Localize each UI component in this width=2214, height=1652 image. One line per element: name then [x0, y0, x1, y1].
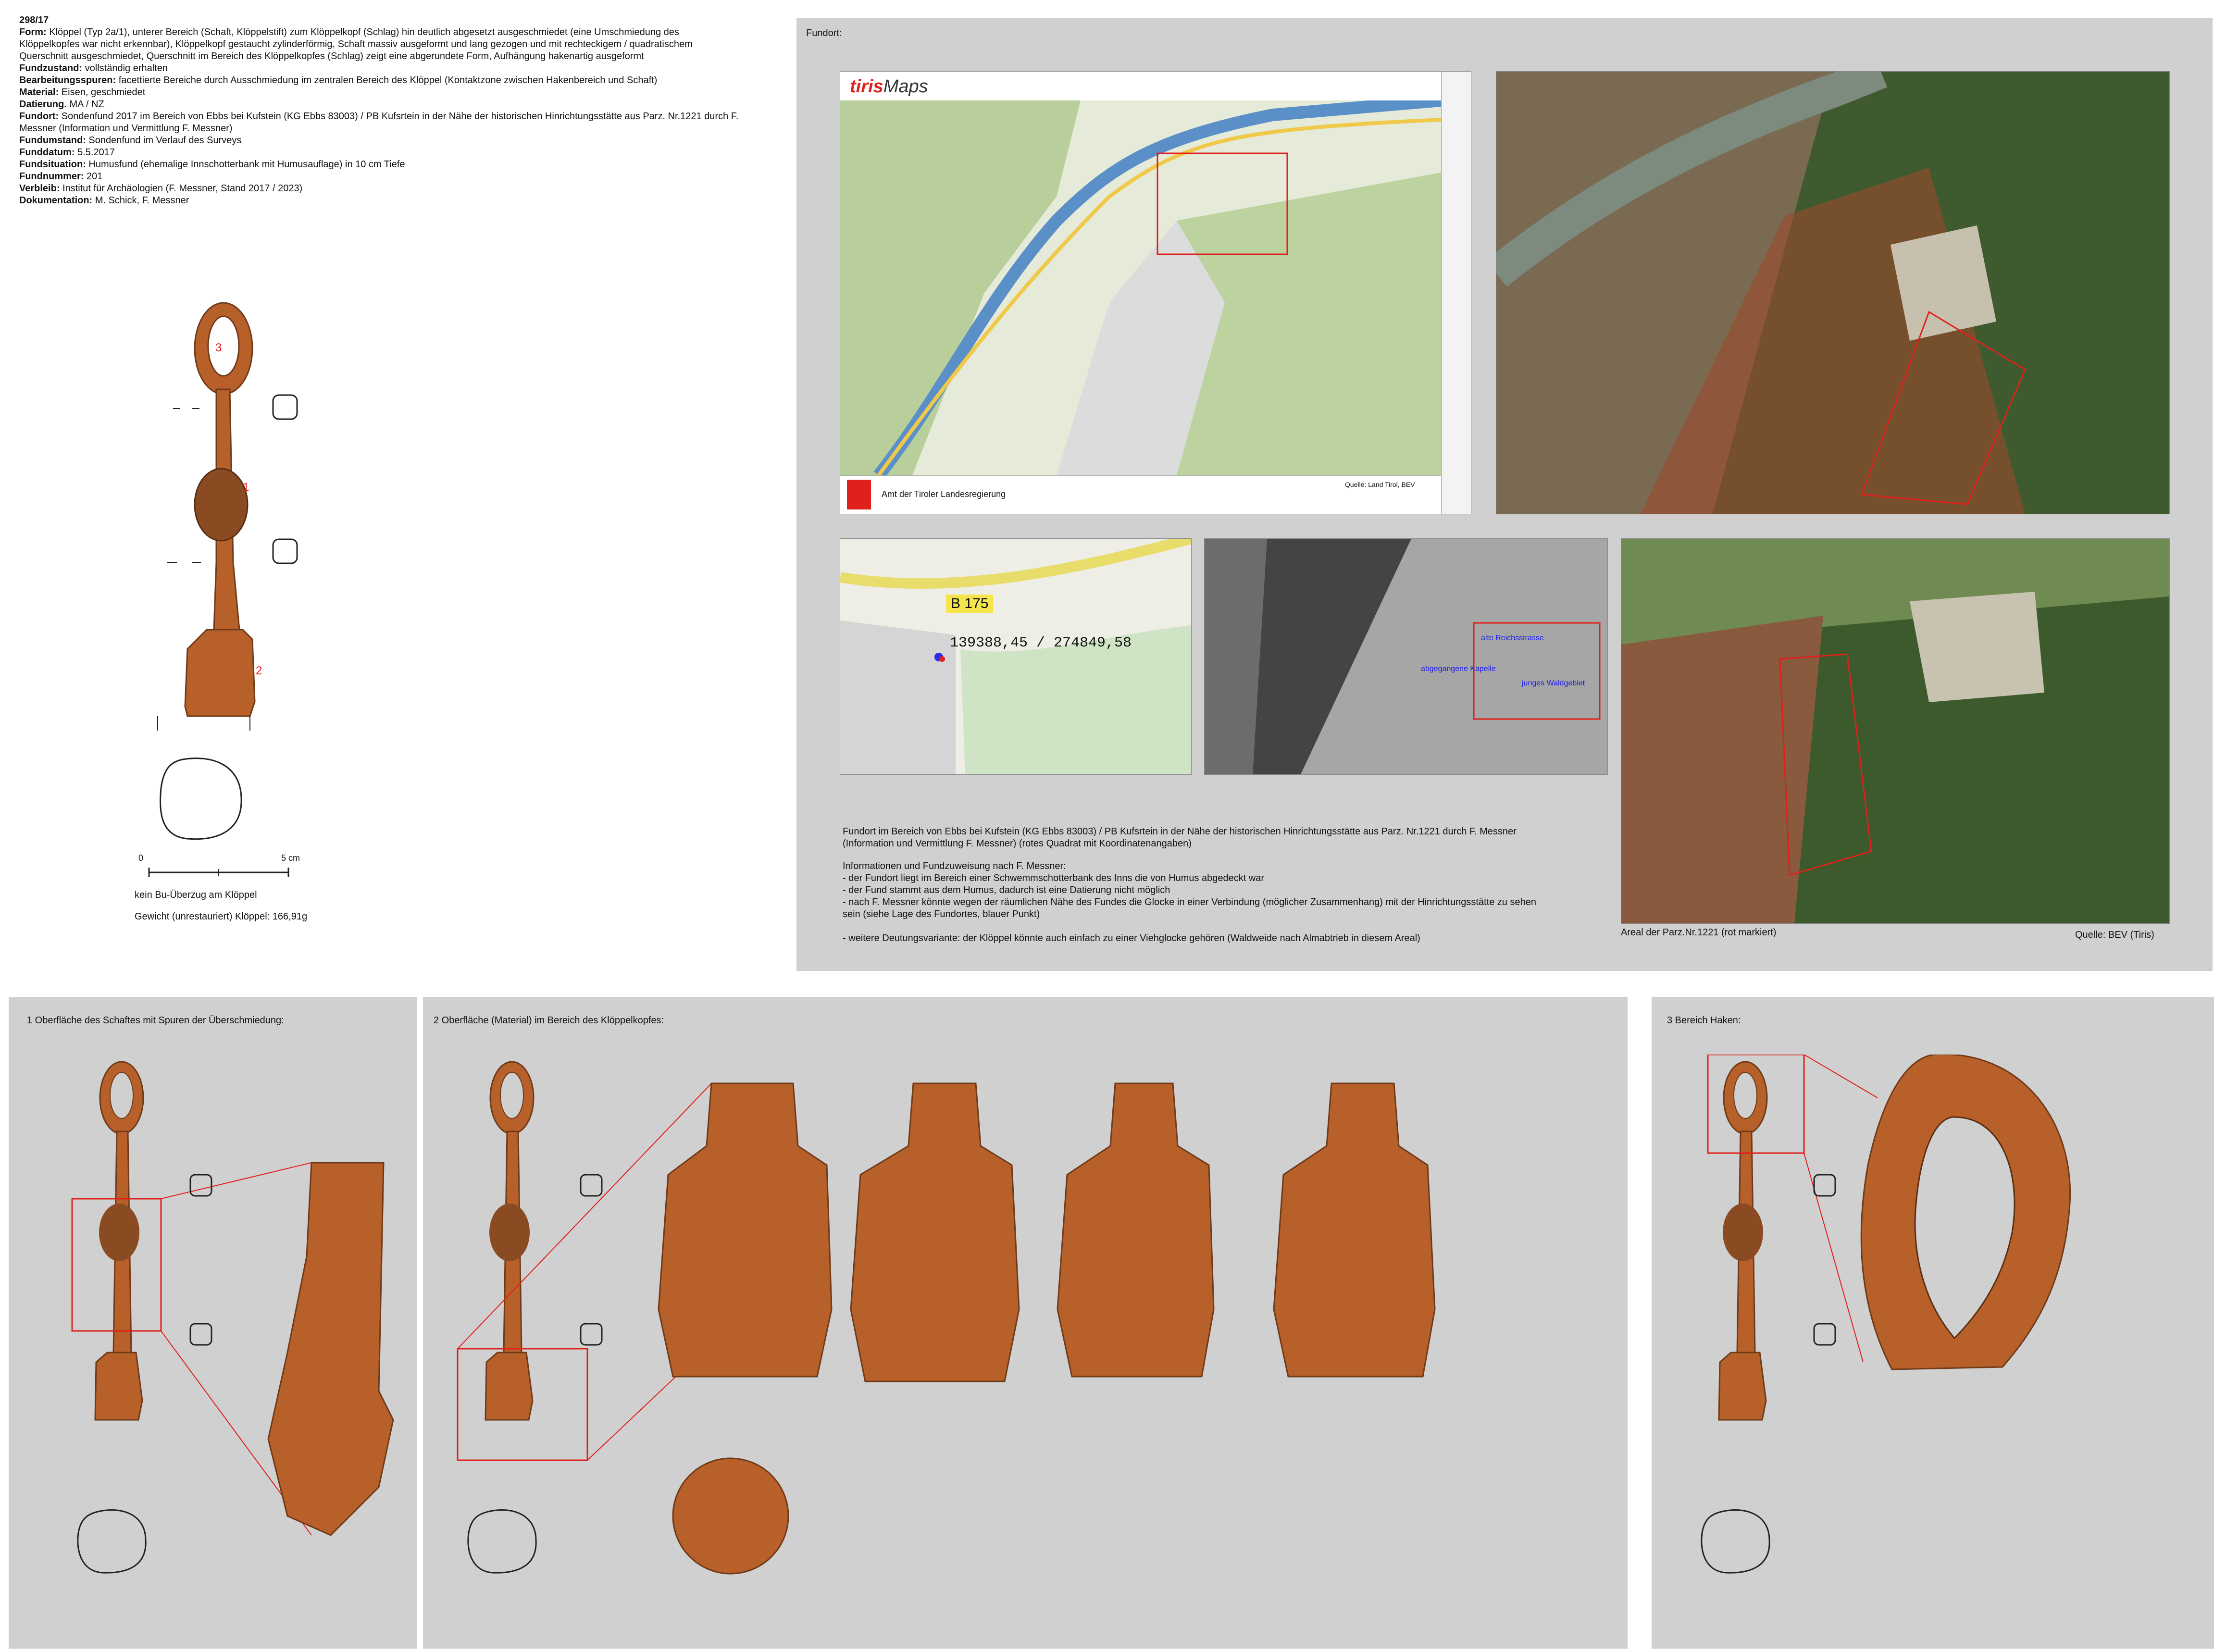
head-view-4: [1274, 1083, 1435, 1377]
fundort-bullet: - der Fund stammt aus dem Humus, dadurch ist eine Datierung nicht möglich: [843, 885, 1170, 895]
tiris-map: tirisMaps Amt der Tiroler Landesregierung Quelle: Land Tirol, BEV: [840, 71, 1471, 514]
clapper-figure: [144, 293, 346, 966]
topographic-map: [840, 100, 1441, 475]
marker-2: 2: [256, 664, 262, 677]
scale-end-label: 5 cm: [281, 853, 300, 863]
fundort-panel: [796, 18, 2213, 971]
parcel-detail-map: [1621, 538, 2170, 924]
scale-start-label: 0: [138, 853, 144, 863]
find-description: 298/17 Form: Klöppel (Typ 2a/1), unterer Bereich (Schaft, Klöppelstift) zum Klöppelkopf (Schlag) hin deutlich abgesetzt ausgeschmiedet (eine Umschmiedung des Klöppelkopfes war nicht erkennbar), Klöppelkopf gestaucht zylinderförmig, Schaft massiv ausgeformt und lang gezogen und mit rechteckigem / quadratischem Querschnitt ausgeschmiedet, Querschnitt im Bereich des Klöppelkopfes (Schlag) zeigt eine abgerundete Form, Aufhängung hakenartig ausgeformt Fundzustand: vollständig erhalten Bearbeitungsspuren: facettierte Bereiche durch Ausschmiedung im zentralen Bereich des Klöppel (Kontaktzone zwischen Hakenbereich und Schaft) Material: Eisen, geschmiedet Datierung. MA / NZ Fundort: Sondenfund 2017 im Bereich von Ebbs bei Kufstein (KG Ebbs 83003) / PB Kufsrtein in der Nähe der historischen Hinrichtungsstätte aus Parz. Nr.1221 durch F. Messner (Information und Vermittlung F. Messner) Fundumstand: Sondenfund im Verlauf des Surveys Funddatum: 5.5.2017 Fundsituation: Humusfund (ehemalige Innschotterbank mit Humusauflage) in 10 cm Tiefe Fundnummer: 201 Verbleib: Institut für Archäologien (F. Messner, Stand 2017 / 2023) Dokumentation: M. Schick, F. Messner: [19, 14, 740, 207]
corrosion-knot: [195, 469, 248, 541]
panel-1-title: 1 Oberfläche des Schaftes mit Spuren der Überschmiedung:: [27, 1015, 284, 1026]
tiris-logo: tiris: [850, 76, 883, 97]
panel-2-title: 2 Oberfläche (Material) im Bereich des Klöppelkopfes:: [434, 1015, 664, 1026]
coordinate-zoom-map: [840, 538, 1192, 775]
shaft-detail-panel: [9, 997, 417, 1649]
clapper-drawing: [135, 293, 346, 966]
parcel-aerial-map: [1496, 71, 2170, 514]
fundort-title: Fundort:: [806, 28, 842, 38]
head-view-2: [851, 1083, 1019, 1381]
lidar-hillshade-map: [1204, 538, 1608, 775]
tiris-source: Quelle: Land Tirol, BEV: [1345, 481, 1415, 488]
cross-section-middle: [273, 539, 297, 563]
head-surface-figures: [452, 1055, 1615, 1631]
coating-note: kein Bu-Überzug am Klöppel: [135, 890, 257, 900]
lidar-label-waldgebiet: junges Waldgebiet: [1522, 679, 1585, 687]
head-surface-panel: [423, 997, 1628, 1649]
hook-figures: [1685, 1055, 2204, 1631]
cross-section-head: [161, 758, 242, 839]
source-caption: Quelle: BEV (Tiris): [2075, 930, 2154, 940]
tiris-footer-text: Amt der Tiroler Landesregierung: [882, 489, 1006, 499]
shaft-figure: [62, 1055, 398, 1607]
coordinates-label: 139388,45 / 274849,58: [950, 635, 1132, 651]
marker-1: 1: [243, 481, 249, 494]
panel-3-title: 3 Bereich Haken:: [1667, 1015, 1741, 1026]
lidar-label-reichsstrasse: alte Reichsstrasse: [1481, 634, 1544, 642]
weight-note: Gewicht (unrestauriert) Klöppel: 166,91g: [135, 911, 308, 922]
road-sign-b175: B 175: [946, 595, 993, 613]
tirol-coat-of-arms: [847, 480, 871, 509]
map-legend-strip: [1441, 72, 1471, 514]
find-point-red: [939, 656, 945, 662]
fundort-bullet: - weitere Deutungsvariante: der Klöppel könnte auch einfach zu einer Viehglocke gehören (Waldweide nach Almabtrieb in diesem Areal): [843, 933, 1420, 944]
hook-detail-panel: [1652, 997, 2214, 1649]
fundort-paragraph: Fundort im Bereich von Ebbs bei Kufstein (KG Ebbs 83003) / PB Kufsrtein in der Nähe der historischen Hinrichtungsstätte aus Parz. Nr.1221 durch F. Messner (Information und Vermittlung F. Messner) (rotes Quadrat mit Koordinatenangaben): [843, 826, 1517, 849]
head-view-1: [659, 1083, 832, 1377]
cross-section-upper: [273, 395, 297, 419]
fundort-bullet: - der Fundort liegt im Bereich einer Schwemmschotterbank des Inns die von Humus abgedeckt war: [843, 873, 1265, 883]
fundort-bullet: - nach F. Messner könnte wegen der räumlichen Nähe des Fundes die Glocke in einer Verbindung (möglicher Zusammenhang) mit der Hinrichtungsstätte zu sehen sein (siehe Lage des Fundortes, blauer Punkt): [843, 897, 1536, 919]
clapper-head: [185, 630, 255, 716]
marker-3: 3: [215, 341, 222, 354]
head-view-3: [1057, 1083, 1214, 1377]
shaft-enlargement: [268, 1163, 393, 1535]
head-bottom-view: [673, 1458, 788, 1574]
fundort-info-heading: Informationen und Fundzuweisung nach F. Messner:: [843, 861, 1066, 871]
parcel-caption: Areal der Parz.Nr.1221 (rot markiert): [1621, 927, 1777, 938]
lidar-label-kapelle: abgegangene Kapelle: [1421, 665, 1496, 673]
find-id: 298/17: [19, 15, 49, 25]
